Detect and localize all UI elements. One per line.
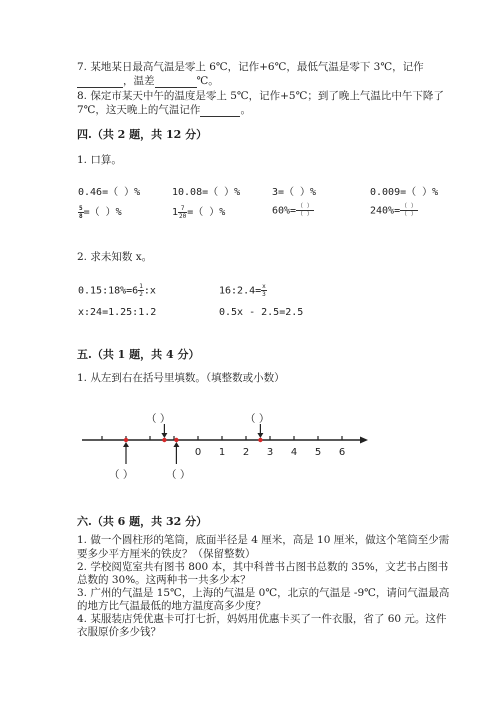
frac-num: 1 xyxy=(139,283,143,290)
sec6-line-2: 要多少平方厘米的铁皮？（保留整数） xyxy=(77,548,256,560)
marker-point xyxy=(258,438,262,442)
frac-num[interactable]: （ ） xyxy=(401,203,417,210)
answer-paren-bottom-2[interactable]: （ ） xyxy=(166,469,191,481)
calc-6-rest: =（ ）% xyxy=(187,207,226,218)
mixed-whole: 1 xyxy=(172,207,179,218)
eq2-pre: 16:2.4= xyxy=(219,285,262,297)
frac-den[interactable]: （ ） xyxy=(401,211,417,218)
sec6-line-7: 4. 某服装店凭优惠卡可打七折，妈妈用优惠卡买了一件衣服，省了 60 元。这件 xyxy=(77,613,447,625)
frac-den: 2 xyxy=(139,291,143,298)
tick-label: 1 xyxy=(218,447,226,458)
equation-1 xyxy=(78,283,156,298)
fraction xyxy=(178,205,187,220)
section-6-title: 六.（共 6 题，共 32 分） xyxy=(77,515,208,528)
q8-blank[interactable] xyxy=(200,105,240,117)
arrow-head xyxy=(123,442,129,447)
sec6-line-3: 2. 学校阅览室共有图书 800 本，其中科普书占图书总数的 35%，文艺书占图书 xyxy=(77,561,449,573)
fraction xyxy=(400,203,418,218)
frac-den: 8 xyxy=(79,212,83,220)
tick-label: 5 xyxy=(314,447,322,458)
section-5-title: 五.（共 1 题，共 4 分） xyxy=(77,348,200,361)
q7-blank-temp[interactable] xyxy=(77,76,123,88)
q7-line1: 7. 某地某日最高气温是零上 6℃，记作+6℃，最低气温是零下 3℃，记作 xyxy=(77,61,424,73)
equation-2 xyxy=(219,283,267,298)
q7-blank-diff[interactable] xyxy=(155,76,197,88)
fraction xyxy=(296,203,314,218)
eq1-post: :x xyxy=(143,285,156,297)
frac-num: x xyxy=(262,283,266,290)
calc-8-pre: 240%= xyxy=(370,205,401,217)
q7-post-text: ℃。 xyxy=(196,75,219,87)
number-line xyxy=(70,420,370,470)
sec6-line-8: 衣服原价多少钱？ xyxy=(77,626,161,638)
marker-point xyxy=(124,438,128,442)
sec6-line-4: 总数的 30%。这两种书一共多少本？ xyxy=(77,574,251,586)
calc-7 xyxy=(272,203,314,218)
fraction xyxy=(261,283,267,298)
frac-num: 5 xyxy=(79,204,83,212)
q7-mid-text: ，温差 xyxy=(123,75,155,87)
tick-label: 4 xyxy=(290,447,298,458)
answer-paren-top-2[interactable]: （ ） xyxy=(245,413,270,425)
frac-den: 3 xyxy=(262,291,266,298)
arrow-head xyxy=(257,433,263,438)
q8-line2-text: 7℃，这天晚上的气温记作 xyxy=(77,104,201,116)
calc-2: 10.08=（ ）% xyxy=(172,187,241,198)
sec4-q1-label: 1. 口算。 xyxy=(77,154,122,166)
frac-den[interactable]: （ ） xyxy=(297,211,313,218)
tick-label: 0 xyxy=(194,447,202,458)
tick-label: 6 xyxy=(338,447,346,458)
calc-5 xyxy=(78,203,122,220)
arrow-head xyxy=(173,442,179,447)
equation-3: x:24=1.25:1.2 xyxy=(78,307,157,318)
q8-line1: 8. 保定市某天中午的温度是零上 5℃，记作+5℃；到了晚上气温比中午下降了 xyxy=(77,90,444,102)
equation-4: 0.5x - 2.5=2.5 xyxy=(219,307,304,318)
q8-line2 xyxy=(77,103,251,117)
answer-paren-top-1[interactable]: （ ） xyxy=(146,413,171,425)
calc-6 xyxy=(172,203,225,220)
q8-line2-end: 。 xyxy=(240,104,251,116)
calc-4: 0.009=（ ）% xyxy=(370,187,439,198)
marker-point xyxy=(162,438,166,442)
marker-point xyxy=(174,438,178,442)
tick-label: 2 xyxy=(242,447,250,458)
calc-5-rest: =（ ）% xyxy=(83,207,122,218)
sec6-line-5: 3. 广州的气温是 15℃，上海的气温是 0℃，北京的气温是 -9℃，请问气温最高 xyxy=(77,587,450,599)
arrow-head xyxy=(161,433,167,438)
axis-arrow xyxy=(360,437,368,444)
sec6-line-6: 的地方比气温最低的地方温度高多少度？ xyxy=(77,600,266,612)
calc-1: 0.46=（ ）% xyxy=(78,187,141,198)
frac-num: 7 xyxy=(178,205,187,213)
sec4-q2-label: 2. 求未知数 x。 xyxy=(77,251,153,263)
calc-8 xyxy=(370,203,418,218)
eq1-pre: 0.15:18%=6 xyxy=(78,285,139,297)
calc-3: 3=（ ）% xyxy=(272,187,317,198)
sec6-line-1: 1. 做一个圆柱形的笔筒，底面半径是 4 厘米，高是 10 厘米，做这个笔筒至少需 xyxy=(77,534,450,546)
tick-label: 3 xyxy=(266,447,274,458)
sec5-q1-label: 1. 从左到右在括号里填数。（填整数或小数） xyxy=(77,372,285,384)
answer-paren-bottom-1[interactable]: （ ） xyxy=(109,469,134,481)
frac-num[interactable]: （ ） xyxy=(297,203,313,210)
section-4-title: 四.（共 2 题，共 12 分） xyxy=(77,128,208,141)
q7-line2 xyxy=(77,74,219,88)
frac-den: 20 xyxy=(179,212,187,220)
calc-7-pre: 60%= xyxy=(272,205,297,217)
